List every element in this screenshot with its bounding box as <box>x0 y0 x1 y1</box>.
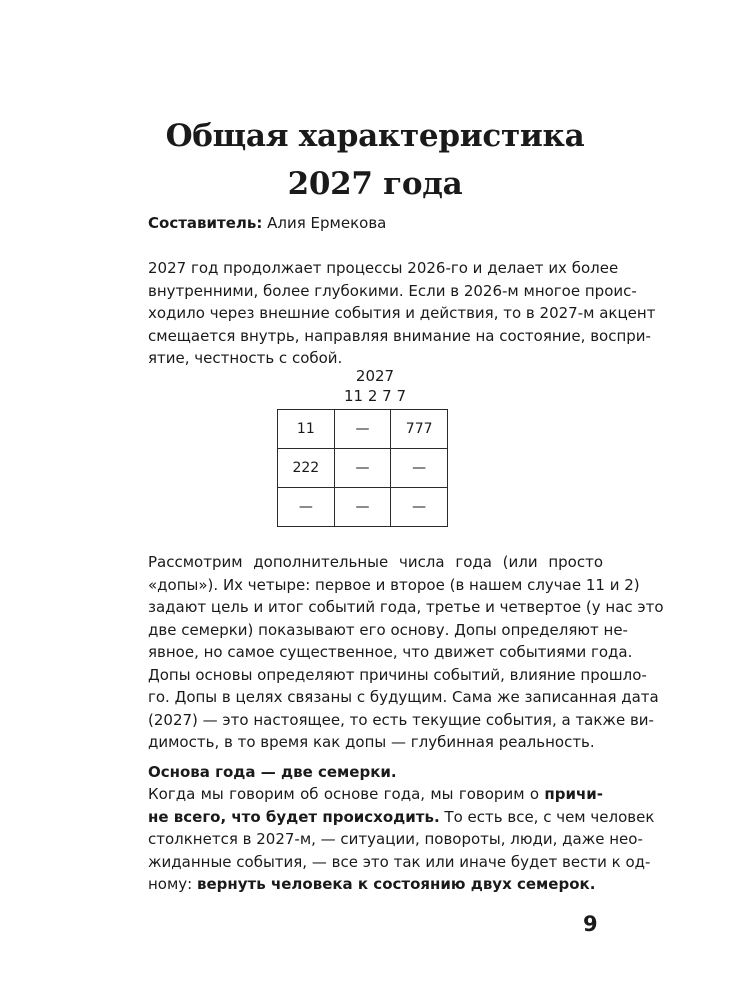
text-line: явное, но самое существенное, что движет событиями года. <box>148 643 633 661</box>
grid-cell: — <box>391 449 448 488</box>
section-heading: Основа года — две семерки. <box>148 763 397 781</box>
text-line: столкнется в 2027-м, — ситуации, повороты, люди, даже нео- <box>148 830 643 848</box>
emphasis-text: причи- <box>544 785 603 803</box>
text-fragment: Когда мы говорим об основе года, мы говорим о <box>148 785 545 803</box>
title-line-2: 2027 года <box>287 166 463 202</box>
paragraph-basis <box>148 783 655 896</box>
emphasis-text: не всего, что будет происходить. <box>148 807 440 826</box>
grid-cell: — <box>334 488 391 527</box>
emphasis-text: вернуть человека к состоянию двух семерок. <box>197 875 596 893</box>
text-line: внутренними, более глубокими. Если в 2026-м многое проис- <box>148 281 637 300</box>
author-line <box>148 212 603 235</box>
grid-cell: 222 <box>278 449 335 488</box>
text-line: го. Допы в целях связаны с будущим. Сама же записанная дата <box>148 688 659 706</box>
title-line-1: Общая характеристика <box>165 118 585 154</box>
paragraph-intro <box>148 257 656 370</box>
text-line: смещается внутрь, направляя внимание на состояние, воспри- <box>148 326 651 345</box>
text-line: Допы основы определяют причины событий, влияние прошло- <box>148 665 647 684</box>
grid-cell: — <box>391 488 448 527</box>
text-line: жиданные события, — все это так или иначе будет вести к од- <box>148 852 651 871</box>
text-line: задают цель и итог событий года, третье и четвертое (у нас это <box>148 598 664 616</box>
text-fragment: ному: <box>148 875 197 893</box>
text-line: 2027 год продолжает процессы 2026-го и делает их более <box>148 259 619 277</box>
text-line: Рассмотрим дополнительные числа года (или просто <box>148 553 603 571</box>
grid-cell: — <box>334 449 391 488</box>
page-title <box>0 112 750 208</box>
text-fragment: То есть все, с чем человек <box>439 807 655 826</box>
author-label: Составитель: <box>148 214 263 232</box>
numerology-grid <box>277 409 448 527</box>
text-line: ходило через внешние события и действия, то в 2027-м акцент <box>148 304 656 322</box>
paragraph-additional-numbers <box>148 551 664 754</box>
grid-row <box>278 410 448 449</box>
grid-cell: — <box>334 410 391 449</box>
text-line: «допы»). Их четыре: первое и второе (в нашем случае 11 и 2) <box>148 575 640 594</box>
text-line: (2027) — это настоящее, то есть текущие события, а также ви- <box>148 710 654 729</box>
text-line: ятие, честность с собой. <box>148 349 343 367</box>
text-line <box>148 806 655 829</box>
grid-cell: 777 <box>391 410 448 449</box>
grid-cell: 11 <box>278 410 335 449</box>
text-line: две семерки) показывают его основу. Допы определяют не- <box>148 620 628 639</box>
text-line <box>148 783 603 806</box>
page-number: 9 <box>583 912 598 936</box>
grid-row <box>278 449 448 488</box>
diagram-year: 2027 <box>355 367 395 385</box>
grid-cell: — <box>278 488 335 527</box>
grid-row <box>278 488 448 527</box>
text-line <box>148 873 603 896</box>
text-line: димость, в то время как допы — глубинная реальность. <box>148 733 595 751</box>
author-name: Алия Ермекова <box>267 214 387 232</box>
diagram-digits: 11 2 7 7 <box>343 387 407 405</box>
